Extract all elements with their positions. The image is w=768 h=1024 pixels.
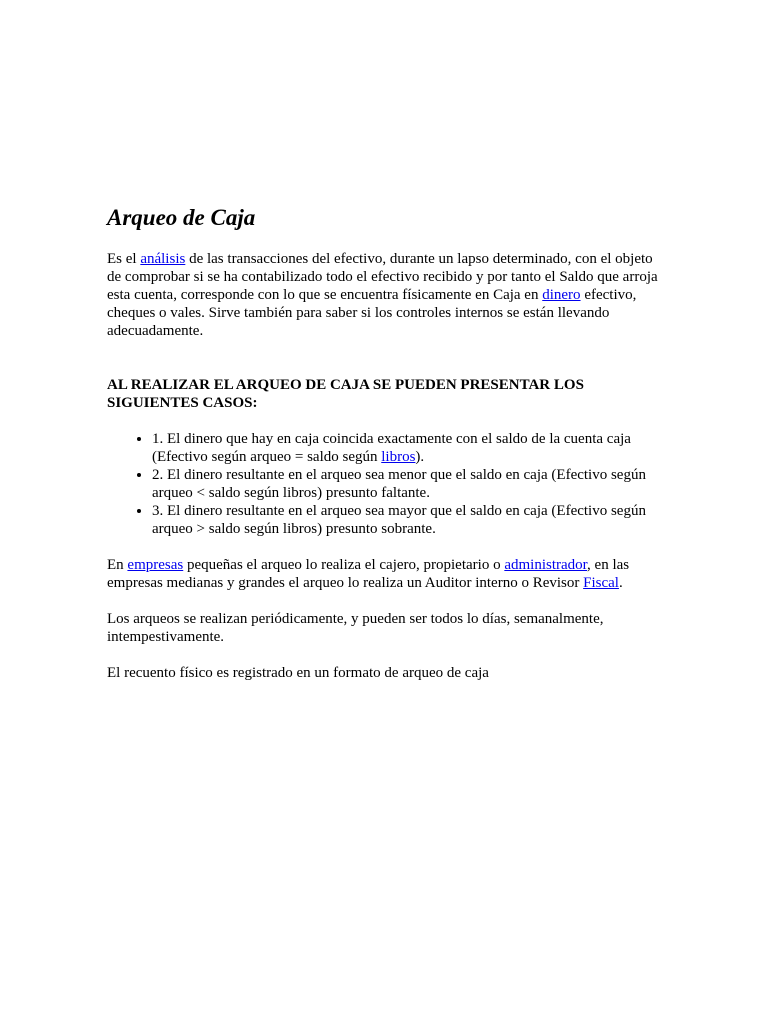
case-2-text: 2. El dinero resultante en el arqueo sea menor que el saldo en caja (Efectivo según arqueo < saldo según libros) presunto faltante. — [152, 467, 646, 501]
list-item — [152, 466, 663, 502]
page-title: Arqueo de Caja — [107, 205, 256, 230]
para2-text-2: pequeñas el arqueo lo realiza el cajero, propietario o — [183, 557, 505, 573]
case-1-text: 1. El dinero que hay en caja coincida exactamente con el saldo de la cuenta caja (Efectivo según arqueo = saldo según — [152, 431, 631, 465]
para2-text-3: , en las empresas medianas y grandes el arqueo lo realiza un Auditor interno o Revisor — [107, 557, 630, 591]
case-1-end: ). — [415, 449, 425, 465]
document-body — [107, 204, 663, 700]
link-administrador[interactable]: administrador — [504, 557, 588, 573]
link-empresas[interactable]: empresas — [127, 557, 184, 573]
link-libros[interactable]: libros — [381, 449, 416, 465]
empresas-paragraph — [107, 556, 663, 592]
para2-text-4: . — [618, 575, 623, 591]
link-analisis[interactable]: análisis — [140, 251, 186, 267]
cases-list — [107, 430, 663, 538]
cases-heading: AL REALIZAR EL ARQUEO DE CAJA SE PUEDEN PRESENTAR LOS SIGUIENTES CASOS: — [107, 377, 584, 411]
case-3-text: 3. El dinero resultante en el arqueo sea mayor que el saldo en caja (Efectivo según arqueo > saldo según libros) presunto sobrante. — [152, 503, 646, 537]
intro-text-1: Es el — [107, 251, 141, 267]
para2-text-1: En — [107, 557, 128, 573]
intro-text-3: efectivo, cheques o vales. Sirve también para saber si los controles internos se están llevando adecuadamente. — [107, 287, 637, 339]
recount-paragraph: El recuento físico es registrado en un formato de arqueo de caja — [107, 665, 489, 681]
list-item — [152, 502, 663, 538]
link-dinero[interactable]: dinero — [542, 287, 581, 303]
periodicity-paragraph: Los arqueos se realizan periódicamente, y pueden ser todos lo días, semanalmente, intempestivamente. — [107, 611, 604, 645]
link-fiscal[interactable]: Fiscal — [583, 575, 619, 591]
list-item — [152, 430, 663, 466]
intro-paragraph — [107, 250, 663, 340]
intro-text-2: de las transacciones del efectivo, durante un lapso determinado, con el objeto de comprobar si se ha contabilizado todo el efectivo recibido y por tanto el Saldo que arroja esta cuenta, corresponde con lo que se encuentra físicamente en Caja en — [107, 251, 658, 303]
